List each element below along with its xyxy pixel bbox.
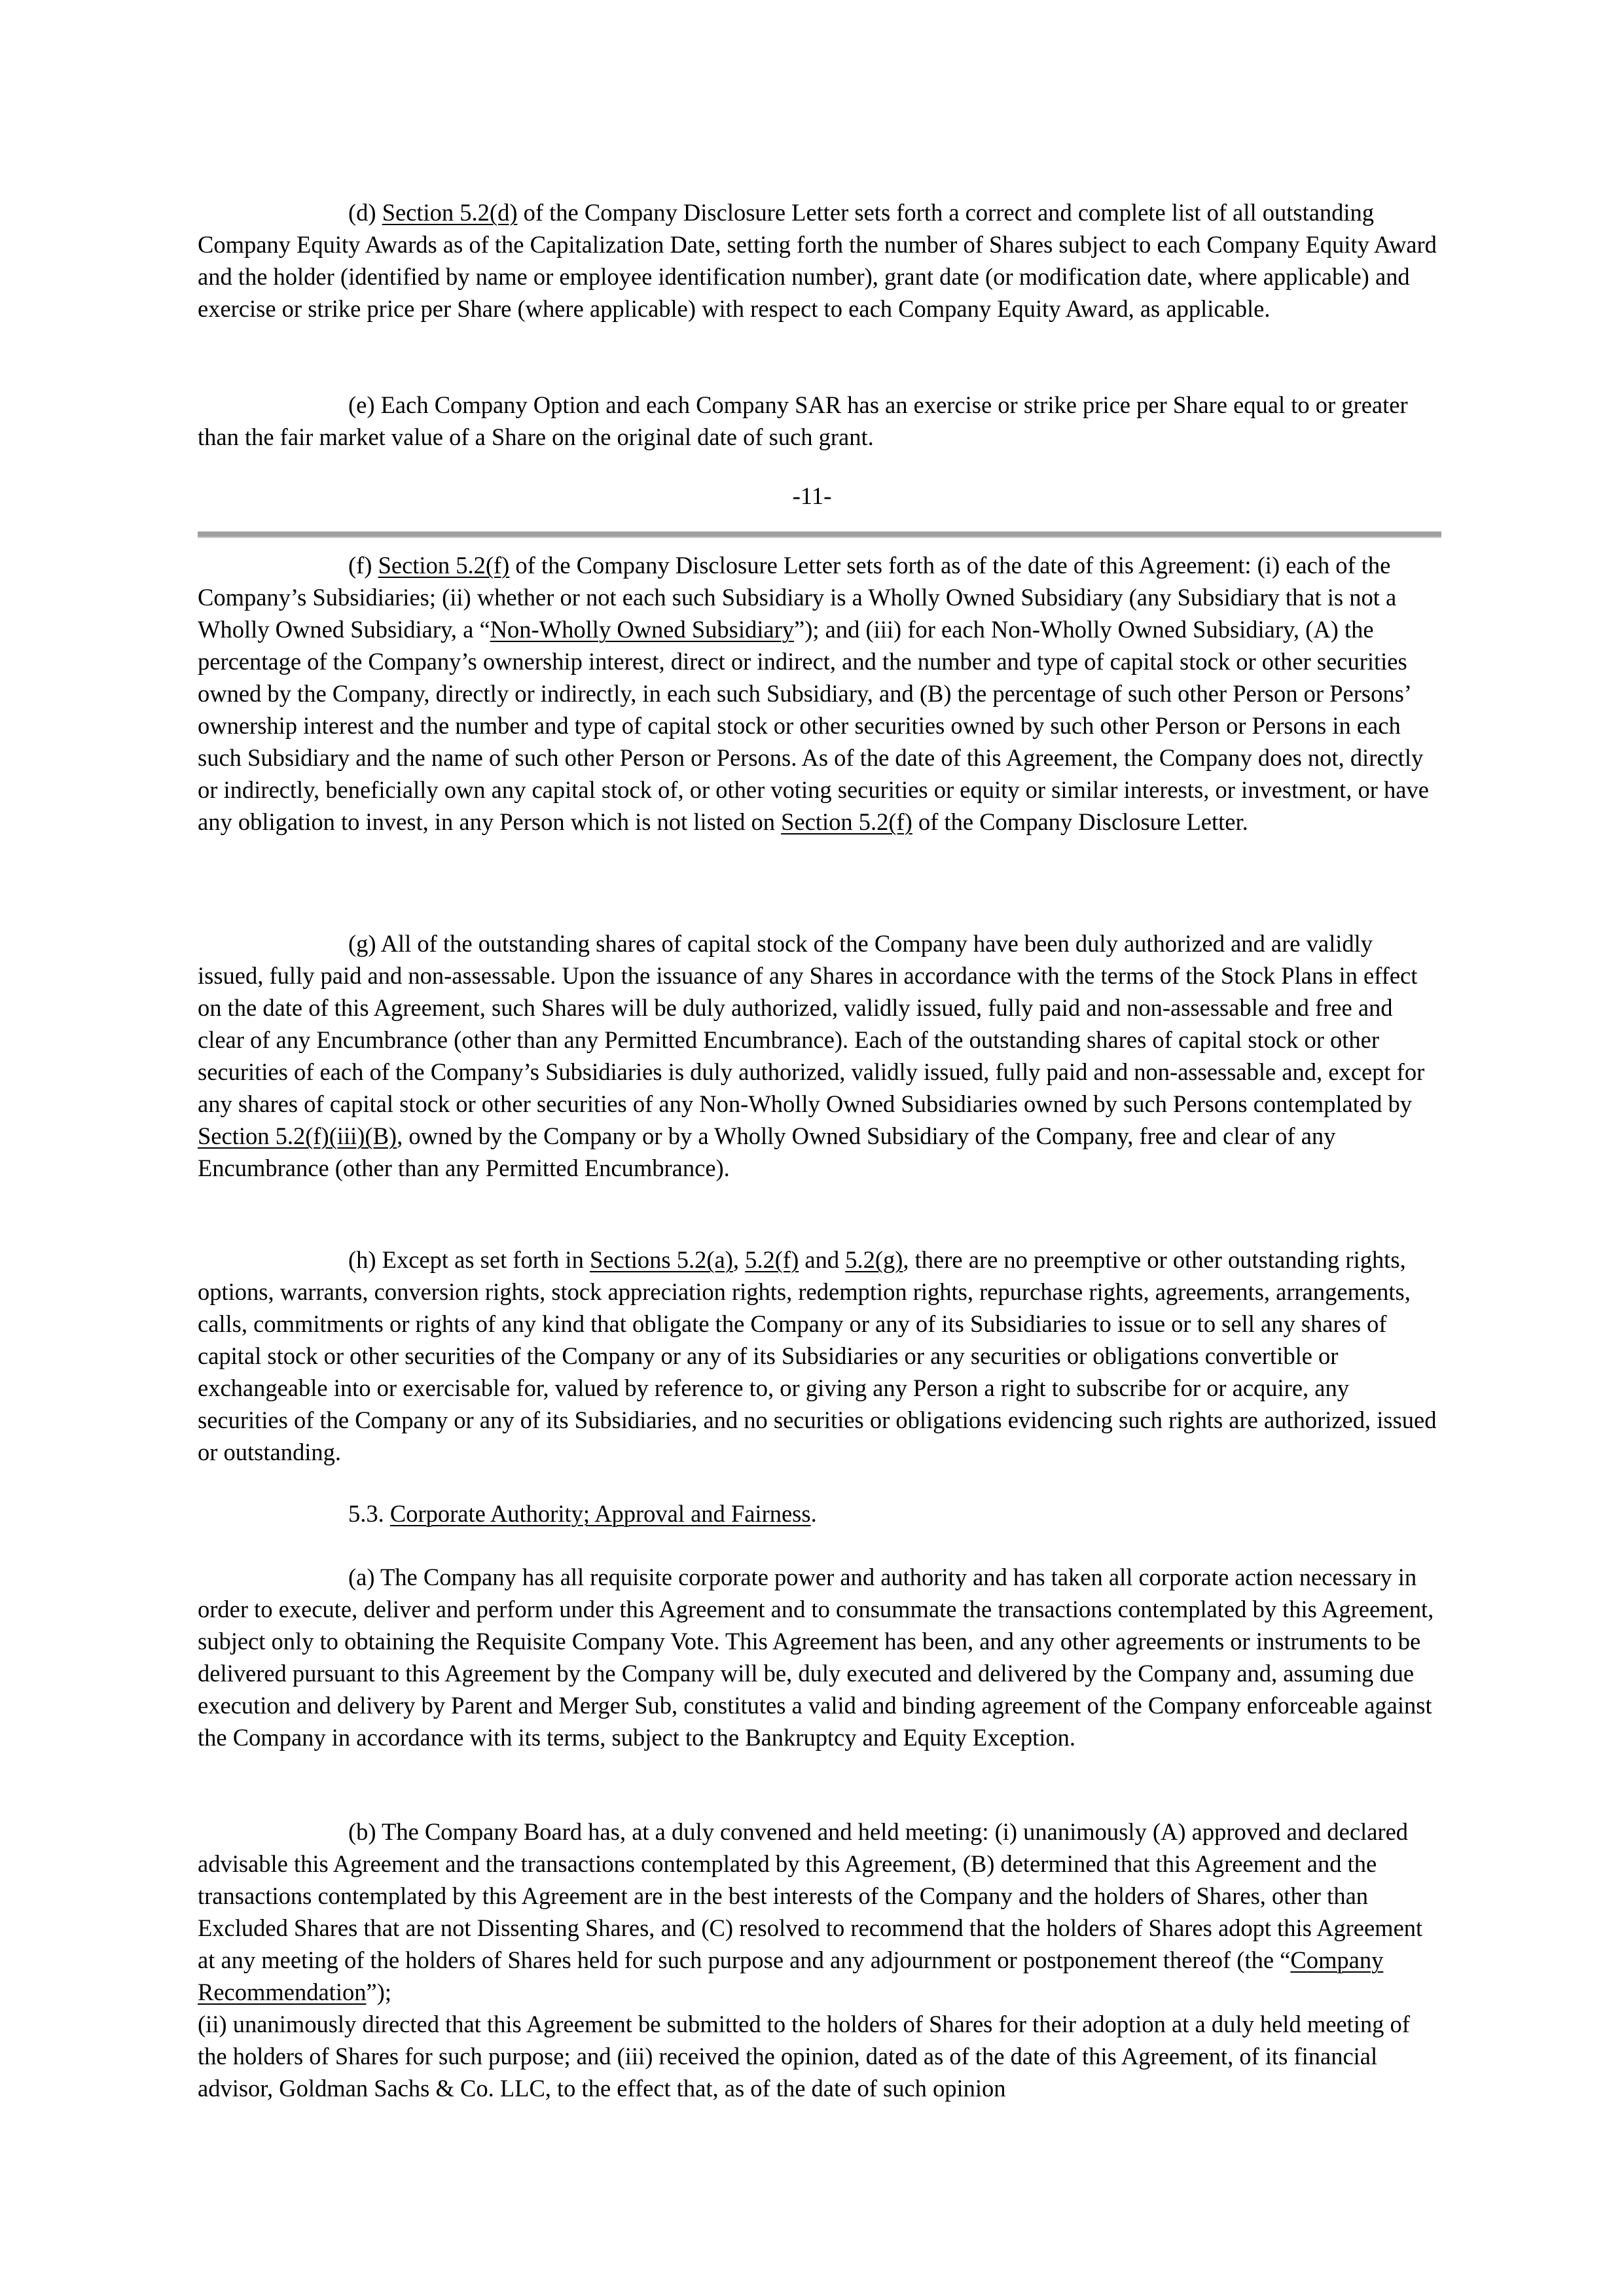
paragraph-5-3-a (198, 1561, 1441, 1753)
section-title: Corporate Authority; Approval and Fairness (389, 1500, 811, 1527)
paragraph-text: ”); and (iii) for each Non-Wholly Owned Subsidiary, (A) the percentage of the Company’s ownership interest, direct or indirect, and the number and type of capital stock or other securities owned by the Company, directly or indirectly, in each such Subsidiary, and (B) the percentage of such other Person or Persons’ ownership interest and the number and type of capital stock or other securities owned by such other Person or Persons in each such Subsidiary and the name of such other Person or Persons. As of the date of this Agreement, the Company does not, directly or indirectly, beneficially own any capital stock of, or other voting securities or equity or similar interests, or investment, or have any obligation to invest, in any Person which is not listed on (198, 616, 1429, 835)
paragraph-text: (e) Each Company Option and each Company SAR has an exercise or strike price per Share equal to or greater than the fair market value of a Share on the original date of such grant. (198, 391, 1408, 450)
paragraph-text: of the Company Disclosure Letter sets forth as of the date of this Agreement: (i) each of the Company’s Subsidiaries; (ii) whether or not each such Subsidiary is a Wholly Owned Subsidiary (any Subsidiary that is not a Wholly Owned Subsidiary, a “ (198, 552, 1397, 643)
paragraph-text: , (732, 1246, 746, 1273)
section-reference-link[interactable]: Section 5.2(f) (781, 808, 912, 835)
paragraph-text: (b) The Company Board has, at a duly convened and held meeting: (i) unanimously (A) approved and declared advisable this Agreement and the transactions contemplated by this Agreement, (B) determined that this Agreement and the transactions contemplated by this Agreement are in the best interests of the Company and the holders of Shares, other than Excluded Shares that are not Dissenting Shares, and (C) resolved to recommend that the holders of Shares adopt this Agreement at any meeting of the holders of Shares held for such purpose and any adjournment or postponement thereof (the “ (198, 1818, 1423, 1973)
paragraph-text: (g) All of the outstanding shares of capital stock of the Company have been duly authorized and are validly issued, fully paid and non-assessable. Upon the issuance of any Shares in accordance with the terms of the Stock Plans in effect on the date of this Agreement, such Shares will be duly authorized, validly issued, fully paid and non-assessable and free and clear of any Encumbrance (other than any Permitted Encumbrance). Each of the outstanding shares of capital stock or other securities of each of the Company’s Subsidiaries is duly authorized, validly issued, fully paid and non-assessable and, except for any shares of capital stock or other securities of any Non-Wholly Owned Subsidiaries owned by such Persons contemplated by (198, 930, 1425, 1117)
section-reference-link[interactable]: Section 5.2(f)(iii)(B) (198, 1122, 397, 1149)
paragraph-text: , owned by the Company or by a Wholly Owned Subsidiary of the Company, free and clear of any Encumbrance (other than any Permitted Encumbrance). (198, 1122, 1336, 1181)
paragraph-5-2-e (198, 389, 1441, 453)
page-number: -11- (792, 482, 832, 509)
paragraph-text: and (799, 1246, 846, 1273)
defined-term: Company Recommendation (198, 1946, 1384, 2005)
paragraph-text: (a) The Company has all requisite corporate power and authority and has taken all corporate action necessary in order to execute, deliver and perform under this Agreement and to consummate the transactions contemplated by this Agreement, subject only to obtaining the Requisite Company Vote. This Agreement has been, and any other agreements or instruments to be delivered pursuant to this Agreement by the Company will be, duly executed and delivered by the Company and, assuming due execution and delivery by Parent and Merger Sub, constitutes a valid and binding agreement of the Company enforceable against the Company in accordance with its terms, subject to the Bankruptcy and Equity Exception. (198, 1564, 1434, 1751)
section-reference-link[interactable]: 5.2(g) (845, 1246, 903, 1273)
paragraph-lead: (f) (348, 552, 378, 579)
paragraph-text: (ii) unanimously directed that this Agreement be submitted to the holders of Shares for their adoption at a duly held meeting of the holders of Shares for such purpose; and (iii) received the opinion, dated as of the date of this Agreement, of its financial advisor, Goldman Sachs & Co. LLC, to the effect that, as of the date of such opinion (198, 2011, 1410, 2102)
defined-term: Non-Wholly Owned Subsidiary (490, 616, 795, 643)
paragraph-lead: (d) (348, 199, 382, 226)
section-reference-link[interactable]: 5.2(f) (745, 1246, 799, 1273)
paragraph-text: , there are no preemptive or other outstanding rights, options, warrants, conversion rights, stock appreciation rights, redemption rights, repurchase rights, agreements, arrangements, calls, commitments or rights of any kind that obligate the Company or any of its Subsidiaries to issue or to sell any shares of capital stock or other securities of the Company or any of its Subsidiaries or any securities or obligations convertible or exchangeable into or exercisable for, valued by reference to, or giving any Person a right to subscribe for or acquire, any securities of the Company or any of its Subsidiaries, and no securities or obligations evidencing such rights are authorized, issued or outstanding. (198, 1246, 1437, 1465)
page-divider (198, 531, 1441, 538)
section-heading-5-3 (348, 1498, 817, 1530)
paragraph-5-2-h (198, 1244, 1441, 1468)
paragraph-5-3-b-continued (198, 2008, 1441, 2104)
section-reference-link[interactable]: Section 5.2(d) (382, 199, 518, 226)
paragraph-5-2-d (198, 196, 1441, 325)
section-title-period: . (810, 1500, 817, 1527)
section-number: 5.3. (348, 1500, 390, 1527)
paragraph-text: ”); (366, 1979, 391, 2005)
paragraph-text: of the Company Disclosure Letter. (912, 808, 1248, 835)
section-reference-link[interactable]: Section 5.2(f) (378, 552, 510, 579)
paragraph-5-2-g (198, 927, 1441, 1184)
paragraph-5-3-b (198, 1816, 1441, 2008)
paragraph-lead: (h) Except as set forth in (348, 1246, 590, 1273)
section-reference-link[interactable]: Sections 5.2(a) (589, 1246, 733, 1273)
paragraph-5-2-f (198, 549, 1441, 838)
paragraph-text: of the Company Disclosure Letter sets forth a correct and complete list of all outstanding Company Equity Awards as of the Capitalization Date, setting forth the number of Shares subject to each Company Equity Award and the holder (identified by name or employee identification number), grant date (or modification date, where applicable) and exercise or strike price per Share (where applicable) with respect to each Company Equity Award, as applicable. (198, 199, 1437, 322)
